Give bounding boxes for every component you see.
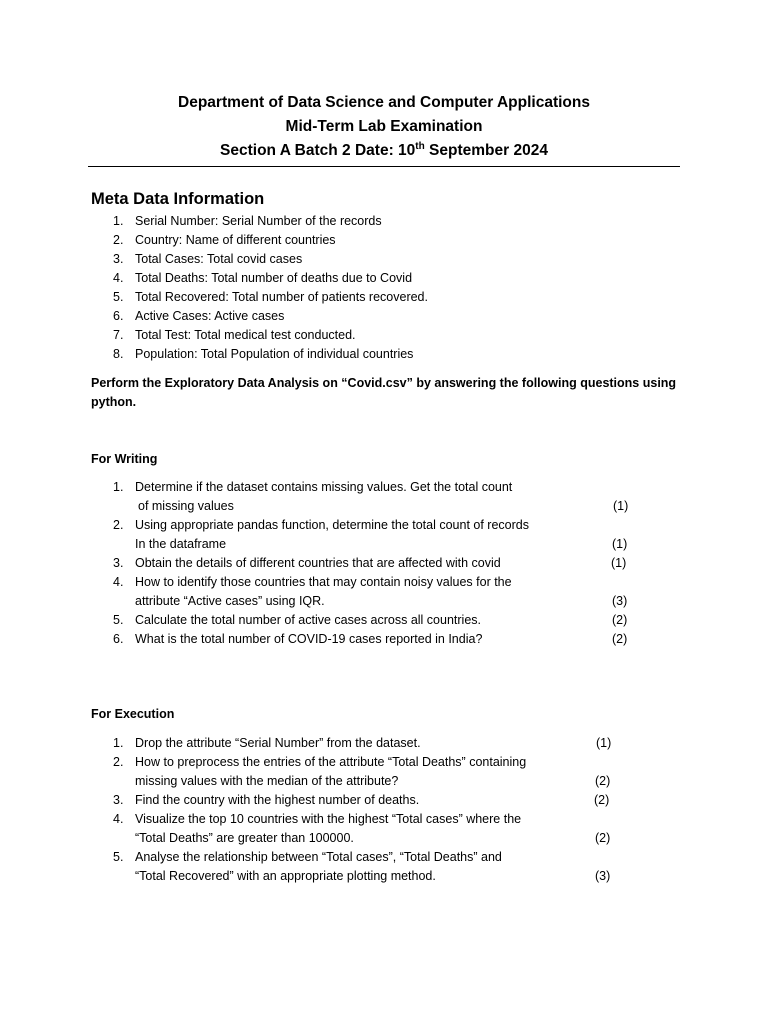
question-marks: (2) [594,793,610,807]
item-text: Population: Total Population of individual countries [135,347,414,361]
question-number: 2. [113,518,124,532]
question-number: 1. [113,736,124,750]
question-marks: (3) [595,869,611,883]
question-text-continued: “Total Deaths” are greater than 100000. [135,831,354,845]
item-number: 5. [113,290,124,304]
question-text: Calculate the total number of active cases across all countries. [135,613,482,627]
question-marks: (3) [612,594,628,608]
question-text: What is the total number of COVID-19 cases reported in India? [135,632,483,646]
item-text: Total Cases: Total covid cases [135,252,303,266]
section-date-suffix: September 2024 [424,142,548,159]
question-text: Using appropriate pandas function, determine the total count of records [135,518,529,532]
question-text: How to identify those countries that may contain noisy values for the [135,575,512,589]
writing-section-heading: For Writing [91,452,158,466]
question-text-continued: attribute “Active cases” using IQR. [135,594,325,608]
question-marks: (2) [612,632,628,646]
question-text: Obtain the details of different countries that are affected with covid [135,556,501,570]
question-marks: (2) [595,774,611,788]
question-number: 3. [113,556,124,570]
section-date-line [0,142,768,160]
item-number: 1. [113,214,124,228]
item-text: Total Deaths: Total number of deaths due to Covid [135,271,413,285]
question-text: Visualize the top 10 countries with the highest “Total cases” where the [135,812,522,826]
item-number: 8. [113,347,124,361]
section-date-prefix: Section A Batch 2 Date: 10 [220,142,416,159]
question-number: 5. [113,850,124,864]
department-title: Department of Data Science and Computer Applications [178,94,590,111]
item-number: 2. [113,233,124,247]
question-number: 6. [113,632,124,646]
question-marks: (1) [611,556,627,570]
question-text-continued: “Total Recovered” with an appropriate plotting method. [135,869,436,883]
question-number: 5. [113,613,124,627]
item-text: Active Cases: Active cases [135,309,285,323]
item-number: 7. [113,328,124,342]
item-number: 4. [113,271,124,285]
question-number: 4. [113,575,124,589]
question-number: 1. [113,480,124,494]
task-instruction: Perform the Exploratory Data Analysis on “Covid.csv” by answering the following questions using python. [91,376,677,409]
item-text: Total Test: Total medical test conducted. [135,328,356,342]
question-text: Drop the attribute “Serial Number” from the dataset. [135,736,421,750]
question-marks: (2) [612,613,628,627]
meta-data-heading: Meta Data Information [91,190,265,208]
item-number: 3. [113,252,124,266]
question-marks: (1) [613,499,629,513]
question-text: Find the country with the highest number of deaths. [135,793,420,807]
execution-section-heading: For Execution [91,707,175,721]
item-text: Total Recovered: Total number of patients recovered. [135,290,428,304]
question-text-continued: missing values with the median of the attribute? [135,774,399,788]
question-text-continued: of missing values [138,499,234,513]
question-marks: (1) [596,736,612,750]
date-ordinal-suffix: th [415,141,425,152]
question-number: 2. [113,755,124,769]
question-text: Determine if the dataset contains missing values. Get the total count [135,480,513,494]
question-text: How to preprocess the entries of the attribute “Total Deaths” containing [135,755,527,769]
item-text: Serial Number: Serial Number of the records [135,214,382,228]
question-text: Analyse the relationship between “Total cases”, “Total Deaths” and [135,850,502,864]
question-marks: (1) [612,537,628,551]
question-number: 4. [113,812,124,826]
header-divider [88,166,680,167]
item-number: 6. [113,309,124,323]
question-text-continued: In the dataframe [135,537,227,551]
question-number: 3. [113,793,124,807]
item-text: Country: Name of different countries [135,233,336,247]
question-marks: (2) [595,831,611,845]
exam-title: Mid-Term Lab Examination [285,118,483,135]
